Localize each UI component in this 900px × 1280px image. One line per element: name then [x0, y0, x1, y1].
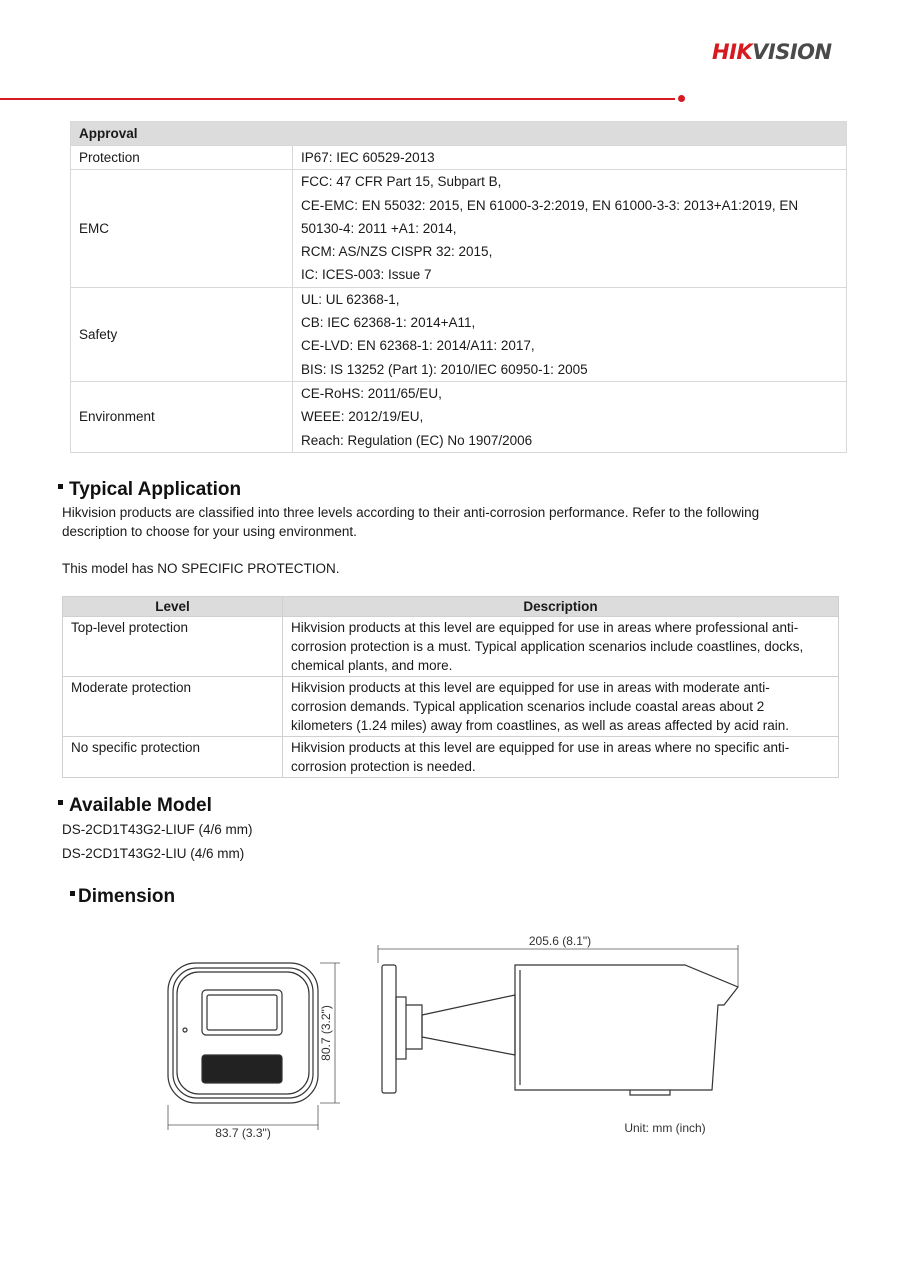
approval-line: CB: IEC 62368-1: 2014+A11, — [301, 315, 476, 331]
table-row — [63, 677, 839, 737]
bullet-square-icon — [70, 891, 75, 896]
description-line: corrosion protection is needed. — [291, 759, 476, 774]
level-description — [283, 737, 839, 778]
approval-line: WEEE: 2012/19/EU, — [301, 409, 424, 425]
description-line: corrosion demands. Typical application scenarios include coastal areas about 2 — [291, 699, 765, 714]
approval-title: Approval — [71, 122, 847, 146]
description-line: corrosion protection is a must. Typical application scenarios include coastlines, docks, — [291, 639, 804, 654]
approval-line: IC: ICES-003: Issue 7 — [301, 267, 432, 283]
typical-application-heading — [58, 479, 241, 501]
level-name: No specific protection — [63, 737, 283, 778]
approval-key: Environment — [71, 381, 293, 452]
description-line: kilometers (1.24 miles) away from coastlines, as well as areas affected by acid rain. — [291, 718, 789, 733]
approval-line: RCM: AS/NZS CISPR 32: 2015, — [301, 244, 493, 260]
approval-table — [70, 121, 847, 453]
table-row — [63, 737, 839, 778]
description-line: Hikvision products at this level are equipped for use in areas where no specific anti- — [291, 740, 790, 755]
approval-line: IP67: IEC 60529-2013 — [301, 150, 435, 165]
table-row — [71, 170, 847, 287]
protection-levels-table — [62, 596, 839, 778]
approval-key: EMC — [71, 170, 293, 287]
section-title: Typical Application — [69, 479, 242, 500]
level-name: Top-level protection — [63, 617, 283, 677]
table-row — [63, 617, 839, 677]
column-header-level: Level — [63, 597, 283, 617]
approval-value — [293, 170, 847, 287]
model-item: DS-2CD1T43G2-LIUF (4/6 mm) — [62, 822, 253, 837]
length-dimension-label: 205.6 (8.1") — [528, 934, 592, 948]
unit-label: Unit: mm (inch) — [624, 1121, 706, 1135]
table-row — [71, 287, 847, 381]
camera-front-view — [168, 963, 318, 1103]
available-model-heading — [58, 795, 212, 817]
column-header-description: Description — [283, 597, 839, 617]
table-row — [71, 146, 847, 170]
section-title: Available Model — [69, 795, 212, 816]
table-row — [71, 381, 847, 452]
approval-key: Protection — [71, 146, 293, 170]
approval-value — [293, 381, 847, 452]
approval-line: CE-EMC: EN 55032: 2015, EN 61000-3-2:2019, EN 61000-3-3: 2013+A1:2019, EN — [301, 197, 799, 213]
approval-line: CE-LVD: EN 62368-1: 2014/A11: 2017, — [301, 338, 535, 354]
typical-application-intro — [62, 503, 759, 541]
bullet-square-icon — [58, 484, 63, 489]
logo-red-text: HIK — [712, 40, 753, 64]
logo-gray-text: VISION — [752, 40, 832, 64]
approval-key: Safety — [71, 287, 293, 381]
description-line: Hikvision products at this level are equipped for use in areas where professional anti- — [291, 620, 799, 635]
dimension-drawing — [160, 925, 750, 1145]
approval-line: BIS: IS 13252 (Part 1): 2010/IEC 60950-1: 2005 — [301, 361, 588, 377]
level-name: Moderate protection — [63, 677, 283, 737]
model-protection-note: This model has NO SPECIFIC PROTECTION. — [62, 561, 340, 576]
header-divider-dot — [678, 95, 685, 102]
approval-line: 50130-4: 2011 +A1: 2014, — [301, 220, 457, 236]
dimension-heading — [70, 886, 175, 908]
header-divider — [0, 98, 675, 100]
approval-line: Reach: Regulation (EC) No 1907/2006 — [301, 432, 533, 448]
description-line: chemical plants, and more. — [291, 658, 453, 673]
approval-line: FCC: 47 CFR Part 15, Subpart B, — [301, 174, 502, 190]
hikvision-logo — [712, 40, 832, 64]
level-description — [283, 617, 839, 677]
intro-line: Hikvision products are classified into three levels according to their anti-corrosion performance. Refer to the following — [62, 505, 760, 520]
section-title: Dimension — [78, 886, 176, 907]
approval-value — [293, 146, 847, 170]
intro-line: description to choose for your using environment. — [62, 524, 357, 539]
camera-side-view — [382, 965, 738, 1095]
approval-value — [293, 287, 847, 381]
level-description — [283, 677, 839, 737]
width-dimension-label: 83.7 (3.3") — [215, 1126, 271, 1140]
approval-line: CE-RoHS: 2011/65/EU, — [301, 385, 442, 401]
bullet-square-icon — [58, 800, 63, 805]
approval-line: UL: UL 62368-1, — [301, 291, 400, 307]
description-line: Hikvision products at this level are equipped for use in areas with moderate anti- — [291, 680, 770, 695]
model-item: DS-2CD1T43G2-LIU (4/6 mm) — [62, 846, 245, 861]
height-dimension-label: 80.7 (3.2") — [319, 1005, 333, 1061]
